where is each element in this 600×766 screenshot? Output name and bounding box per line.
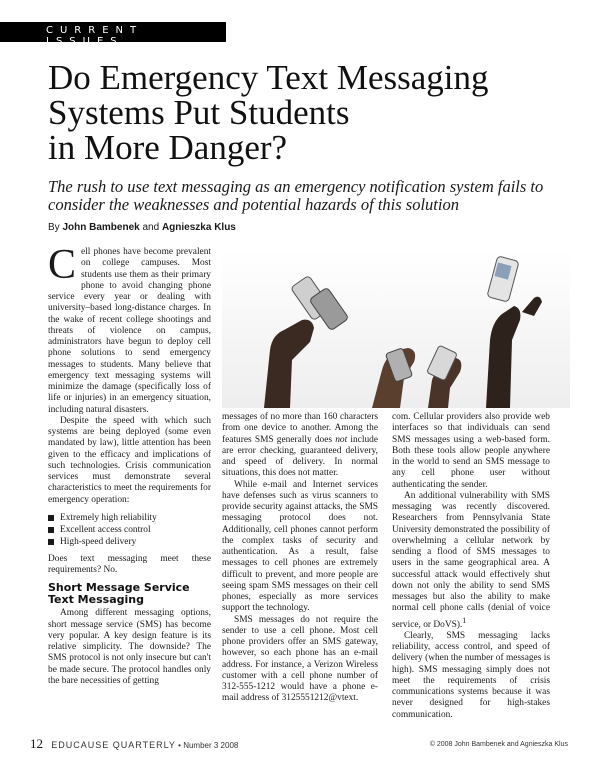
list-item: High-speed delivery bbox=[48, 536, 211, 548]
magazine-name: EDUCAUSE QUARTERLY bbox=[51, 740, 176, 750]
paragraph: While e-mail and Internet services have defenses such as virus scanners to provide security against attacks, the SMS messaging protocol does not. Additionally, cell phones cannot perform the complex tasks of security and authentication. As a result, false messages to cell phones are extremely difficult to prevent, and more people are seeing spam SMS messages on their cell phones, especially as more services support the technology. bbox=[222, 479, 378, 614]
paragraph: An additional vulnerability with SMS messaging was recently discovered. Researchers from Pennsylvania State University demonstrated the possibility of overwhelming a cellular network by sending a flood of SMS messages to users in the same geographical area. A successful attack would effectively shut down not only the ability to send SMS messages but also the ability to make normal cell phone calls (denial of voice service, or DoVS).$^1$ bbox=[392, 490, 550, 630]
article-title bbox=[48, 60, 568, 165]
hands-holding-phones-photo bbox=[222, 250, 570, 408]
title-line: Do Emergency Text Messaging bbox=[48, 58, 489, 97]
requirements-list bbox=[48, 512, 211, 548]
footer-left bbox=[30, 736, 238, 752]
byline bbox=[48, 222, 236, 233]
section-heading: Short Message Service Text Messaging bbox=[48, 581, 190, 607]
author-name: Agnieszka Klus bbox=[161, 222, 236, 233]
byline-by: By bbox=[48, 222, 60, 233]
column-1 bbox=[48, 242, 211, 687]
author-name: John Bambenek bbox=[62, 222, 140, 233]
issue-info: • Number 3 2008 bbox=[178, 741, 239, 750]
paragraph: SMS messages do not require the sender to use a cell phone. Most cell phone providers offer an SMS gateway, however, so each phone has an e-mail address. For instance, a Verizon Wireless customer with a cell phone number of 312-555-1212 would have a phone e-mail address of 3125551212@vtext. bbox=[222, 614, 378, 704]
list-item: Excellent access control bbox=[48, 524, 211, 536]
paragraph: Among different messaging options, short message service (SMS) has become very popular. A key design feature is its relative simplicity. The downside? The SMS protocol is not only insecure but can't be made secure. The protocol handles only the bare necessities of getting bbox=[48, 608, 211, 686]
paragraph: Clearly, SMS messaging lacks reliability, access control, and speed of delivery (when the number of messages is high). SMS messaging simply does not meet the requirements of crisis communications systems because it was never designed for high-stakes communication. bbox=[392, 630, 550, 720]
title-line: in More Danger? bbox=[48, 128, 288, 167]
copyright: © 2008 John Bambenek and Agnieszka Klus bbox=[429, 741, 568, 748]
column-3 bbox=[392, 412, 550, 721]
intro-paragraph: Cell phones have become prevalent on college campuses. Most students use them as their primary phone to avoid changing phone service every year or dealing with university–based long-distance charges. In the wake of recent college shootings and threats of violence on campus, administrators have begun to deploy cell phone solutions to send emergency messages to students. Many believe that emergency text messaging systems will minimize the damage (specifically loss of life or injuries) in an emergency situation, including natural disasters. bbox=[48, 242, 211, 415]
photo-illustration bbox=[222, 250, 570, 408]
article-subtitle: The rush to use text messaging as an emergency notification system fails to consider the weaknesses and potential hazards of this solution bbox=[48, 177, 544, 214]
list-item: Extremely high reliability bbox=[48, 512, 211, 524]
byline-and: and bbox=[142, 222, 160, 233]
page-number: 12 bbox=[30, 736, 43, 751]
title-line: Systems Put Students bbox=[48, 93, 350, 132]
column-2 bbox=[222, 412, 378, 705]
drop-cap: C bbox=[48, 242, 77, 288]
paragraph: messages of no more than 160 characters from one device to another. Among the features SMS generally does not include are error checking, guaranteed delivery, and speed of delivery. In normal situations, this does not matter. bbox=[222, 412, 378, 479]
paragraph: Despite the speed with which such systems are being deployed (some even mandated by law), little attention has been given to the efficacy and implications of such technologies. Crisis communication services must demonstrate several characteristics to meet the requirements for emergency operation: bbox=[48, 415, 211, 505]
footnote-ref: 1 bbox=[462, 615, 467, 625]
section-band bbox=[0, 22, 226, 47]
paragraph: Does text messaging meet these requirements? No. bbox=[48, 553, 211, 575]
paragraph: com. Cellular providers also provide web interfaces so that individuals can send SMS messages using a web-based form. Both these tools allow people anywhere in the world to send an SMS message to any cell phone user without authenticating the sender. bbox=[392, 412, 550, 490]
section-label: CURRENT ISSUES bbox=[46, 25, 144, 47]
